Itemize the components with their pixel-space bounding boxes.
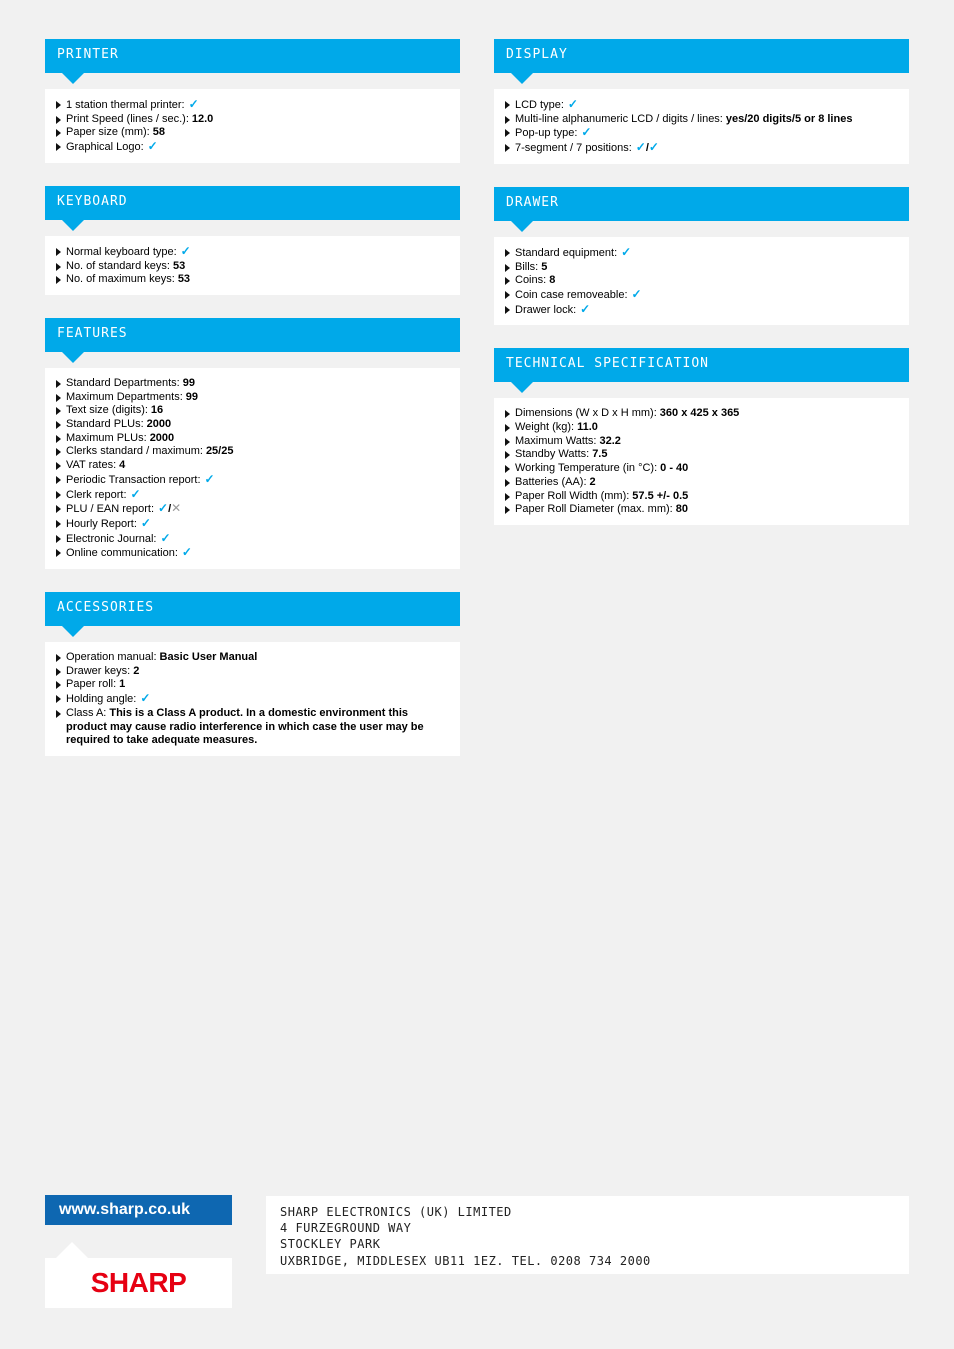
- spec-label: 1 station thermal printer:: [66, 99, 185, 111]
- spec-list: [45, 236, 460, 295]
- spec-item: [56, 245, 448, 260]
- spec-label: Coin case removeable:: [515, 288, 628, 301]
- spec-item: [505, 98, 897, 113]
- spec-item: [56, 459, 448, 473]
- checkmark-icon: ✓: [631, 286, 642, 301]
- spec-label: Operation manual:: [66, 651, 157, 664]
- spec-label: Standby Watts:: [515, 448, 590, 461]
- spec-value: 57.5 +/- 0.5: [632, 489, 689, 502]
- spec-value: 99: [185, 390, 199, 403]
- spec-value: 7.5: [592, 448, 608, 461]
- section-header: [494, 39, 909, 73]
- spec-item: [56, 532, 448, 547]
- spec-item: [505, 246, 897, 261]
- spec-value: 16: [150, 404, 164, 417]
- spec-item: [56, 377, 448, 391]
- spec-label: Graphical Logo:: [66, 141, 144, 154]
- section-title: TECHNICAL SPECIFICATION: [506, 356, 710, 372]
- spec-item: [56, 445, 448, 459]
- spec-item: [505, 141, 897, 156]
- checkmark-icon: ✓: [648, 140, 659, 155]
- spec-label: Online communication:: [66, 547, 178, 560]
- spec-label: Text size (digits):: [66, 404, 148, 417]
- section-header: [45, 39, 460, 73]
- spec-value: 8: [549, 274, 556, 287]
- spec-list: [494, 237, 909, 326]
- spec-item: [56, 260, 448, 274]
- spec-label: Print Speed (lines / sec.):: [66, 112, 189, 125]
- section-display: [494, 39, 909, 164]
- spec-value: 5: [541, 260, 548, 273]
- checkmark-icon: ✓: [140, 691, 151, 706]
- spec-label: No. of standard keys:: [66, 259, 170, 272]
- section-printer: [45, 39, 460, 163]
- spec-item: [505, 421, 897, 435]
- checkmark-icon: ✓: [635, 140, 646, 155]
- spec-item: [56, 692, 448, 707]
- spec-label: Electronic Journal:: [66, 532, 157, 545]
- spec-value: This is a Class A product. In a domestic environment this product may cause radio interference in which case the user may be required to take adequate measures.: [66, 706, 424, 747]
- spec-list: [494, 89, 909, 164]
- section-title: FEATURES: [57, 325, 128, 341]
- spec-value: 12.0: [191, 112, 214, 125]
- spec-item: [56, 126, 448, 140]
- spec-item: [505, 407, 897, 421]
- spec-label: Holding angle:: [66, 693, 137, 706]
- spec-item: [505, 288, 897, 303]
- spec-label: Standard PLUs:: [66, 418, 144, 431]
- spec-item: [56, 502, 448, 517]
- spec-label: Working Temperature (in °C):: [515, 462, 658, 475]
- sharp-logo: [45, 1258, 232, 1308]
- spec-label: Standard equipment:: [515, 246, 618, 259]
- spec-value: 2000: [149, 431, 175, 444]
- spec-item: [56, 391, 448, 405]
- checkmark-icon: ✓: [158, 501, 169, 516]
- spec-list: [45, 89, 460, 163]
- spec-label: Paper Roll Diameter (max. mm):: [515, 503, 673, 516]
- spec-value: 53: [172, 259, 186, 272]
- spec-label: Maximum Watts:: [515, 434, 597, 447]
- address-line: SHARP ELECTRONICS (UK) LIMITED: [280, 1205, 512, 1219]
- slash-separator: /: [168, 503, 172, 516]
- spec-label: Class A:: [66, 706, 107, 719]
- spec-item: [505, 503, 897, 517]
- spec-item: [505, 462, 897, 476]
- section-title: DISPLAY: [506, 47, 568, 62]
- spec-label: Paper size (mm):: [66, 126, 150, 139]
- spec-label: 7-segment / 7 positions:: [515, 142, 632, 155]
- spec-item: [56, 665, 448, 679]
- checkmark-icon: ✓: [580, 301, 591, 316]
- section-accessories: [45, 592, 460, 756]
- section-drawer: [494, 187, 909, 326]
- spec-value: 58: [152, 126, 165, 139]
- section-header: [45, 186, 460, 220]
- spec-item: [56, 113, 448, 127]
- sharp-logo-text: SHARP: [90, 1267, 187, 1298]
- spec-item: [56, 404, 448, 418]
- spec-label: LCD type:: [515, 99, 564, 111]
- spec-item: [505, 448, 897, 462]
- spec-item: [56, 488, 448, 503]
- spec-item: [56, 707, 448, 748]
- header-notch: [62, 220, 84, 231]
- checkmark-icon: ✓: [180, 243, 191, 258]
- checkmark-icon: ✓: [204, 471, 215, 486]
- checkmark-icon: ✓: [621, 244, 632, 259]
- section-keyboard: [45, 186, 460, 295]
- section-title: DRAWER: [506, 194, 559, 210]
- spec-value: 11.0: [577, 421, 598, 434]
- spec-label: Maximum Departments:: [66, 390, 183, 403]
- spec-label: Clerks standard / maximum:: [66, 445, 203, 458]
- spec-value: 25/25: [205, 445, 234, 458]
- section-title: ACCESSORIES: [57, 600, 155, 616]
- spec-item: [505, 303, 897, 318]
- spec-label: No. of maximum keys:: [66, 273, 175, 286]
- spec-item: [56, 418, 448, 432]
- spec-item: [505, 274, 897, 288]
- spec-value: 4: [119, 459, 126, 472]
- spec-label: Maximum PLUs:: [66, 431, 147, 444]
- spec-list: [45, 642, 460, 756]
- spec-item: [56, 651, 448, 665]
- header-notch: [511, 73, 533, 84]
- checkmark-icon: ✓: [567, 97, 578, 111]
- section-header: [45, 592, 460, 626]
- checkmark-icon: ✓: [160, 530, 171, 545]
- spec-list: [494, 398, 909, 525]
- section-header: [494, 348, 909, 382]
- spec-item: [505, 435, 897, 449]
- spec-value: 2: [589, 475, 596, 488]
- spec-value: 2: [133, 664, 140, 677]
- spec-item: [56, 517, 448, 532]
- checkmark-icon: ✓: [130, 486, 141, 501]
- company-address: [266, 1196, 909, 1274]
- section-title: PRINTER: [57, 47, 119, 62]
- spec-label: Paper Roll Width (mm):: [515, 489, 630, 502]
- spec-label: Periodic Transaction report:: [66, 473, 201, 486]
- header-notch: [511, 221, 533, 232]
- header-notch: [62, 352, 84, 363]
- spec-value: 80: [675, 503, 688, 516]
- spec-label: Dimensions (W x D x H mm):: [515, 407, 657, 420]
- spec-value: 53: [177, 273, 191, 286]
- spec-item: [505, 476, 897, 490]
- checkmark-icon: ✓: [147, 139, 158, 154]
- section-technical-specification: [494, 348, 909, 525]
- spec-item: [56, 473, 448, 488]
- spec-value: 1: [119, 678, 126, 691]
- header-notch: [62, 626, 84, 637]
- checkmark-icon: ✓: [140, 515, 151, 530]
- spec-value: yes/20 digits/5 or 8 lines: [725, 112, 853, 125]
- spec-label: Multi-line alphanumeric LCD / digits / lines:: [515, 112, 723, 125]
- header-notch: [62, 73, 84, 84]
- spec-label: VAT rates:: [66, 459, 117, 472]
- section-header: [494, 187, 909, 221]
- spec-label: Coins:: [515, 274, 547, 287]
- checkmark-icon: ✓: [188, 97, 199, 111]
- spec-label: Weight (kg):: [515, 421, 575, 434]
- logo-notch: [56, 1242, 88, 1258]
- spec-label: Drawer keys:: [66, 664, 131, 677]
- spec-label: Pop-up type:: [515, 127, 578, 140]
- section-header: [45, 318, 460, 352]
- section-features: [45, 318, 460, 569]
- spec-value: 0 - 40: [660, 462, 689, 475]
- spec-item: [56, 546, 448, 561]
- spec-value: 360 x 425 x 365: [659, 407, 740, 420]
- spec-label: Batteries (AA):: [515, 475, 587, 488]
- spec-label: Standard Departments:: [66, 376, 180, 389]
- spec-label: Normal keyboard type:: [66, 245, 177, 258]
- spec-item: [505, 126, 897, 141]
- spec-list: [45, 368, 460, 569]
- spec-item: [56, 678, 448, 692]
- spec-label: PLU / EAN report:: [66, 503, 155, 516]
- left-column: [45, 39, 460, 779]
- spec-value: 32.2: [599, 434, 621, 447]
- website-link[interactable]: www.sharp.co.uk: [45, 1195, 232, 1225]
- spec-value: 2000: [146, 418, 172, 431]
- address-line: STOCKLEY PARK: [280, 1237, 381, 1252]
- header-notch: [511, 382, 533, 393]
- spec-item: [56, 140, 448, 155]
- spec-item: [56, 432, 448, 446]
- spec-item: [505, 490, 897, 504]
- cross-icon: ✕: [171, 501, 182, 516]
- slash-separator: /: [645, 142, 649, 155]
- spec-label: Drawer lock:: [515, 303, 577, 316]
- spec-item: [56, 98, 448, 113]
- right-column: [494, 39, 909, 548]
- spec-label: Bills:: [515, 260, 539, 273]
- address-line: 4 FURZEGROUND WAY: [280, 1221, 412, 1236]
- spec-item: [505, 261, 897, 275]
- spec-item: [505, 113, 897, 127]
- spec-value: 99: [182, 376, 195, 389]
- spec-value: Basic User Manual: [159, 651, 258, 664]
- spec-label: Clerk report:: [66, 488, 127, 501]
- address-line: UXBRIDGE, MIDDLESEX UB11 1EZ. TEL. 0208 734 2000: [280, 1253, 651, 1268]
- checkmark-icon: ✓: [581, 125, 592, 140]
- spec-label: Paper roll:: [66, 678, 117, 691]
- spec-item: [56, 273, 448, 287]
- spec-label: Hourly Report:: [66, 517, 137, 530]
- section-title: KEYBOARD: [57, 193, 128, 209]
- checkmark-icon: ✓: [181, 545, 192, 560]
